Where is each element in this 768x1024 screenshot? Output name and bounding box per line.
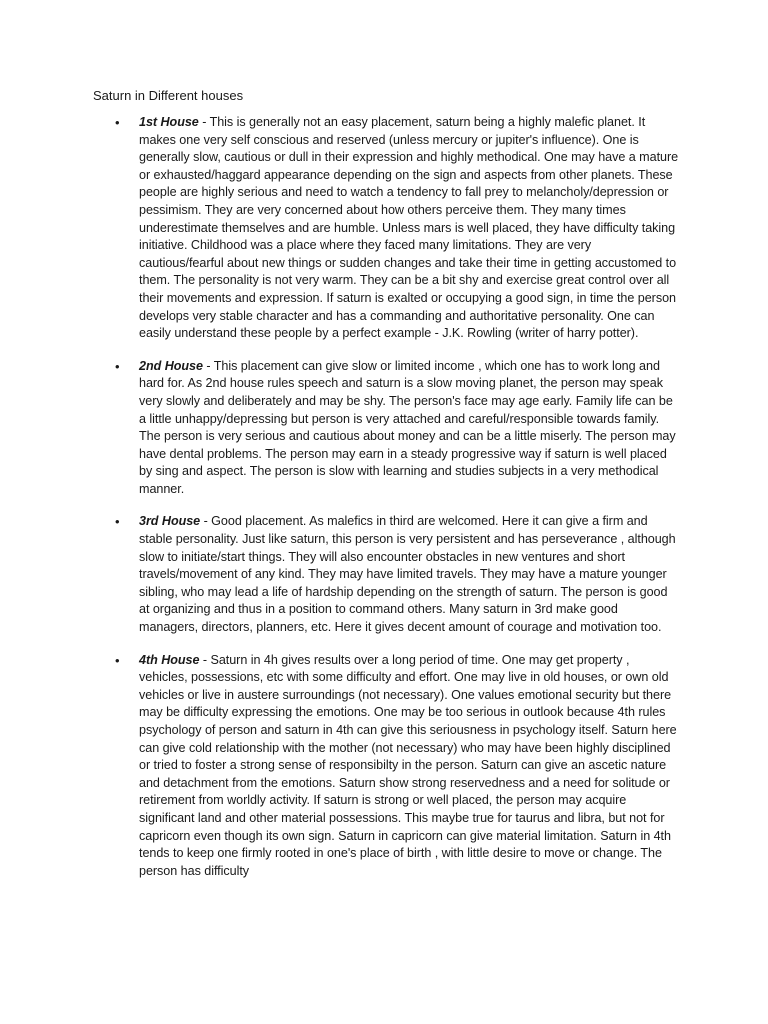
- houses-list: [139, 114, 679, 895]
- house-description: - This placement can give slow or limited income , which one has to work long and hard for. As 2nd house rules speech and saturn is a slow moving planet, the person may speak very slowly and deliberately and may be shy. The person's face may age early. Family life can be a little unhappy/depressing but person is very attached and careful/responsible towards family. The person is very serious and cautious about money and can be a little miserly. The person may have dental problems. The person may earn in a steady progressive way if saturn is well placed by sing and aspect. The person is slow with learning and studies subjects in a very methodical manner.: [139, 358, 676, 496]
- list-item-1st-house: [139, 114, 679, 343]
- house-description: - Saturn in 4h gives results over a long period of time. One may get property , vehicles, possessions, etc with some difficulty and effort. One may live in old houses, or own old vehicles or live in austere surroundings (not necessary). One values emotional security but there may be difficulty expressing the emotions. One may be too serious in outlook because 4th rules psychology of person and saturn in 4th can give this seriousness in psychology itself. Saturn here can give cold relationship with the mother (not necessary) who may have been highly disciplined or tried to foster a strong sense of responsibilty in the person. Saturn can give an ascetic nature and detachment from the emotions. Saturn show strong reservedness and a need for solitude or retirement from worldly activity. If saturn is strong or well placed, the person may acquire significant land and other material possessions. This maybe true for taurus and libra, but not for capricorn even though its own sign. Saturn in capricorn can give material limitation. Saturn in 4th tends to keep one firmly rooted in one's place of birth , with little desire to move or change. The person has difficulty: [139, 652, 677, 878]
- house-description: - This is generally not an easy placement, saturn being a highly malefic planet. It makes one very self conscious and reserved (unless mercury or jupiter's influence). One is generally slow, cautious or dull in their expression and highly methodical. One may have a mature or exhausted/haggard appearance depending on the sign and aspects from other planets. These people are highly serious and need to watch a tendency to fall prey to melancholy/depression or pessimism. They are very concerned about how others perceive them. They many times underestimate themselves and are humble. Unless mars is well placed, they have difficulty taking initiative. Childhood was a place where they faced many limitations. They are very cautious/fearful about new things or sudden changes and take their time in getting accustomed to them. The personality is not very warm. They can be a bit shy and exercise great control over all their movements and expression. If saturn is exalted or occupying a good sign, in time the person develops very stable character and has a commanding and authoritative personality. One can easily understand these people by a perfect example - J.K. Rowling (writer of harry potter).: [139, 115, 679, 341]
- house-title: 3rd House: [139, 514, 201, 529]
- house-title: 1st House: [139, 115, 199, 129]
- house-title: 2nd House: [139, 358, 203, 373]
- house-description: - Good placement. As malefics in third are welcomed. Here it can give a firm and stable personality. Just like saturn, this person is very persistent and has perseverance , although slow to initiate/start things. They will also encounter obstacles in new ventures and short travels/movement of any kind. They may have limited travels. They may have a mature younger sibling, who may lead a life of hardship depending on the strength of saturn. The person is good at organizing and thus in a position to command others. Many saturn in 3rd make good managers, directors, planners, etc. Here it gives decent amount of courage and motivation too.: [139, 514, 676, 635]
- list-item-2nd-house: [139, 358, 679, 499]
- list-item-4th-house: [139, 652, 679, 881]
- house-title: 4th House: [139, 652, 200, 667]
- list-item-3rd-house: [139, 513, 679, 636]
- document-title: Saturn in Different houses: [93, 88, 244, 103]
